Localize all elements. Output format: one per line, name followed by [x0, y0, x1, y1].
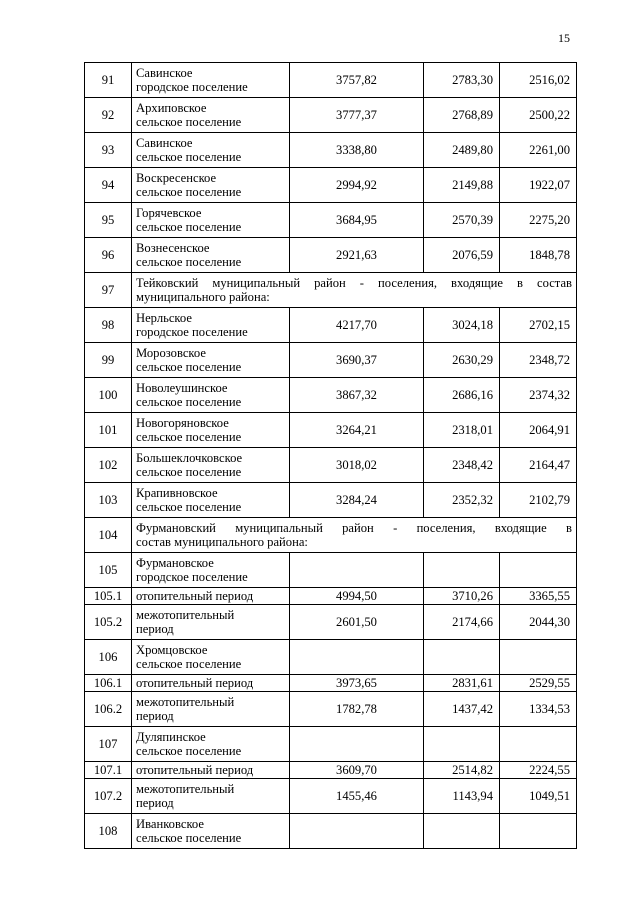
row-number: 105.1 — [85, 588, 132, 605]
value-cell-v3: 2374,32 — [500, 378, 577, 413]
settlement-name — [132, 203, 290, 238]
table-row — [85, 675, 577, 692]
row-number: 104 — [85, 518, 132, 553]
settlement-name-line: сельское поселение — [136, 430, 242, 444]
table-row — [85, 448, 577, 483]
settlement-name — [132, 675, 290, 692]
settlement-name-line: Воскресенское — [136, 171, 217, 185]
table-row — [85, 98, 577, 133]
region-header-line: Тейковский муниципальный район - поселения, входящие в состав — [136, 276, 572, 290]
row-number: 92 — [85, 98, 132, 133]
row-number: 96 — [85, 238, 132, 273]
settlement-name-line: Фурмановское — [136, 556, 214, 570]
value-cell-v3: 2261,00 — [500, 133, 577, 168]
value-cell-v3: 2044,30 — [500, 605, 577, 640]
settlement-name-line: отопительный период — [136, 763, 254, 777]
settlement-name-line: сельское поселение — [136, 744, 242, 758]
settlement-name-line: сельское поселение — [136, 831, 242, 845]
tariff-table — [84, 62, 577, 849]
table-row — [85, 814, 577, 849]
settlement-name-line: Савинское — [136, 66, 193, 80]
value-cell-v3: 2224,55 — [500, 762, 577, 779]
settlement-name — [132, 378, 290, 413]
value-cell-v1: 2921,63 — [290, 238, 424, 273]
settlement-name-line: Хромцовское — [136, 643, 208, 657]
region-header — [132, 273, 577, 308]
settlement-name — [132, 553, 290, 588]
row-number: 108 — [85, 814, 132, 849]
settlement-name — [132, 63, 290, 98]
table-row — [85, 343, 577, 378]
value-cell-v2: 3710,26 — [424, 588, 500, 605]
value-cell-v2: 2174,66 — [424, 605, 500, 640]
value-cell-v1: 3757,82 — [290, 63, 424, 98]
settlement-name-line: Большеклочковское — [136, 451, 243, 465]
value-cell-v3: 2500,22 — [500, 98, 577, 133]
settlement-name-line: межотопительный — [136, 608, 235, 622]
table-row — [85, 203, 577, 238]
value-cell-v2: 2318,01 — [424, 413, 500, 448]
table-row — [85, 640, 577, 675]
settlement-name — [132, 640, 290, 675]
value-cell-v2: 2783,30 — [424, 63, 500, 98]
value-cell-v1: 1782,78 — [290, 692, 424, 727]
region-header-line: состав муниципального района: — [136, 535, 308, 549]
settlement-name-line: отопительный период — [136, 589, 254, 603]
settlement-name — [132, 692, 290, 727]
settlement-name — [132, 98, 290, 133]
value-cell-v1: 3264,21 — [290, 413, 424, 448]
value-cell-v1: 4994,50 — [290, 588, 424, 605]
settlement-name-line: Нерльское — [136, 311, 192, 325]
row-number: 98 — [85, 308, 132, 343]
value-cell-v1: 3338,80 — [290, 133, 424, 168]
settlement-name — [132, 605, 290, 640]
table-row — [85, 133, 577, 168]
table-row — [85, 727, 577, 762]
settlement-name-line: Савинское — [136, 136, 193, 150]
value-cell-v2: 1437,42 — [424, 692, 500, 727]
value-cell-v1 — [290, 640, 424, 675]
region-header — [132, 518, 577, 553]
value-cell-v2: 1143,94 — [424, 779, 500, 814]
settlement-name — [132, 308, 290, 343]
value-cell-v2: 2352,32 — [424, 483, 500, 518]
table-row — [85, 553, 577, 588]
value-cell-v2 — [424, 814, 500, 849]
value-cell-v3: 1049,51 — [500, 779, 577, 814]
settlement-name-line: сельское поселение — [136, 395, 242, 409]
value-cell-v2 — [424, 727, 500, 762]
settlement-name — [132, 133, 290, 168]
value-cell-v3 — [500, 727, 577, 762]
table-row-region — [85, 273, 577, 308]
settlement-name — [132, 779, 290, 814]
row-number: 106.2 — [85, 692, 132, 727]
region-header-line: Фурмановский муниципальный район - поселения, входящие в — [136, 521, 572, 535]
row-number: 94 — [85, 168, 132, 203]
settlement-name-line: межотопительный — [136, 695, 235, 709]
value-cell-v1: 2601,50 — [290, 605, 424, 640]
value-cell-v3: 1922,07 — [500, 168, 577, 203]
row-number: 100 — [85, 378, 132, 413]
value-cell-v3: 2516,02 — [500, 63, 577, 98]
value-cell-v3: 2348,72 — [500, 343, 577, 378]
value-cell-v2: 2076,59 — [424, 238, 500, 273]
settlement-name — [132, 238, 290, 273]
value-cell-v3: 2275,20 — [500, 203, 577, 238]
settlement-name-line: городское поселение — [136, 80, 248, 94]
settlement-name-line: Новолеушинское — [136, 381, 228, 395]
row-number: 95 — [85, 203, 132, 238]
row-number: 106 — [85, 640, 132, 675]
settlement-name-line: период — [136, 796, 174, 810]
settlement-name-line: сельское поселение — [136, 500, 242, 514]
value-cell-v3 — [500, 814, 577, 849]
row-number: 103 — [85, 483, 132, 518]
settlement-name-line: период — [136, 709, 174, 723]
settlement-name — [132, 343, 290, 378]
table-row — [85, 692, 577, 727]
value-cell-v1: 3690,37 — [290, 343, 424, 378]
value-cell-v1: 3684,95 — [290, 203, 424, 238]
settlement-name-line: период — [136, 622, 174, 636]
value-cell-v2: 2149,88 — [424, 168, 500, 203]
settlement-name — [132, 168, 290, 203]
settlement-name-line: отопительный период — [136, 676, 254, 690]
row-number: 107.1 — [85, 762, 132, 779]
value-cell-v1: 3973,65 — [290, 675, 424, 692]
value-cell-v2: 2489,80 — [424, 133, 500, 168]
value-cell-v1: 3867,32 — [290, 378, 424, 413]
value-cell-v2 — [424, 640, 500, 675]
value-cell-v2: 2514,82 — [424, 762, 500, 779]
settlement-name — [132, 727, 290, 762]
value-cell-v2: 2630,29 — [424, 343, 500, 378]
settlement-name-line: сельское поселение — [136, 465, 242, 479]
table-row — [85, 378, 577, 413]
settlement-name — [132, 814, 290, 849]
value-cell-v1 — [290, 727, 424, 762]
value-cell-v2: 2686,16 — [424, 378, 500, 413]
value-cell-v1: 2994,92 — [290, 168, 424, 203]
value-cell-v3 — [500, 640, 577, 675]
row-number: 97 — [85, 273, 132, 308]
table-row — [85, 483, 577, 518]
settlement-name-line: Иванковское — [136, 817, 204, 831]
value-cell-v3: 2064,91 — [500, 413, 577, 448]
table-row — [85, 63, 577, 98]
value-cell-v3: 1334,53 — [500, 692, 577, 727]
settlement-name-line: Морозовское — [136, 346, 206, 360]
value-cell-v1 — [290, 814, 424, 849]
value-cell-v2: 2570,39 — [424, 203, 500, 238]
settlement-name-line: сельское поселение — [136, 657, 242, 671]
table-row — [85, 605, 577, 640]
settlement-name-line: сельское поселение — [136, 185, 242, 199]
row-number: 105 — [85, 553, 132, 588]
settlement-name — [132, 588, 290, 605]
settlement-name — [132, 762, 290, 779]
settlement-name-line: городское поселение — [136, 570, 248, 584]
value-cell-v1: 3018,02 — [290, 448, 424, 483]
row-number: 102 — [85, 448, 132, 483]
value-cell-v2: 2831,61 — [424, 675, 500, 692]
value-cell-v3: 3365,55 — [500, 588, 577, 605]
table-row — [85, 588, 577, 605]
settlement-name-line: сельское поселение — [136, 255, 242, 269]
row-number: 99 — [85, 343, 132, 378]
settlement-name-line: Новогоряновское — [136, 416, 229, 430]
row-number: 107 — [85, 727, 132, 762]
region-header-line: муниципального района: — [136, 290, 270, 304]
value-cell-v1: 3284,24 — [290, 483, 424, 518]
value-cell-v1: 3609,70 — [290, 762, 424, 779]
row-number: 91 — [85, 63, 132, 98]
value-cell-v3 — [500, 553, 577, 588]
value-cell-v1: 1455,46 — [290, 779, 424, 814]
row-number: 105.2 — [85, 605, 132, 640]
value-cell-v3: 1848,78 — [500, 238, 577, 273]
row-number: 101 — [85, 413, 132, 448]
table-row — [85, 308, 577, 343]
page-number: 15 — [558, 31, 570, 45]
value-cell-v2 — [424, 553, 500, 588]
settlement-name-line: сельское поселение — [136, 360, 242, 374]
settlement-name-line: Горячевское — [136, 206, 202, 220]
value-cell-v1: 3777,37 — [290, 98, 424, 133]
settlement-name — [132, 448, 290, 483]
settlement-name-line: межотопительный — [136, 782, 235, 796]
row-number: 106.1 — [85, 675, 132, 692]
row-number: 107.2 — [85, 779, 132, 814]
table-row — [85, 762, 577, 779]
settlement-name-line: Крапивновское — [136, 486, 218, 500]
value-cell-v2: 2348,42 — [424, 448, 500, 483]
table-row — [85, 238, 577, 273]
settlement-name — [132, 483, 290, 518]
value-cell-v3: 2702,15 — [500, 308, 577, 343]
settlement-name-line: сельское поселение — [136, 220, 242, 234]
settlement-name-line: Архиповское — [136, 101, 207, 115]
table-row — [85, 413, 577, 448]
value-cell-v2: 2768,89 — [424, 98, 500, 133]
value-cell-v3: 2102,79 — [500, 483, 577, 518]
table-row-region — [85, 518, 577, 553]
settlement-name-line: сельское поселение — [136, 115, 242, 129]
settlement-name-line: городское поселение — [136, 325, 248, 339]
settlement-name-line: сельское поселение — [136, 150, 242, 164]
settlement-name-line: Вознесенское — [136, 241, 210, 255]
table-row — [85, 779, 577, 814]
row-number: 93 — [85, 133, 132, 168]
settlement-name-line: Дуляпинское — [136, 730, 206, 744]
table-row — [85, 168, 577, 203]
value-cell-v3: 2529,55 — [500, 675, 577, 692]
value-cell-v1: 4217,70 — [290, 308, 424, 343]
value-cell-v3: 2164,47 — [500, 448, 577, 483]
value-cell-v1 — [290, 553, 424, 588]
table-body — [85, 63, 577, 849]
settlement-name — [132, 413, 290, 448]
value-cell-v2: 3024,18 — [424, 308, 500, 343]
